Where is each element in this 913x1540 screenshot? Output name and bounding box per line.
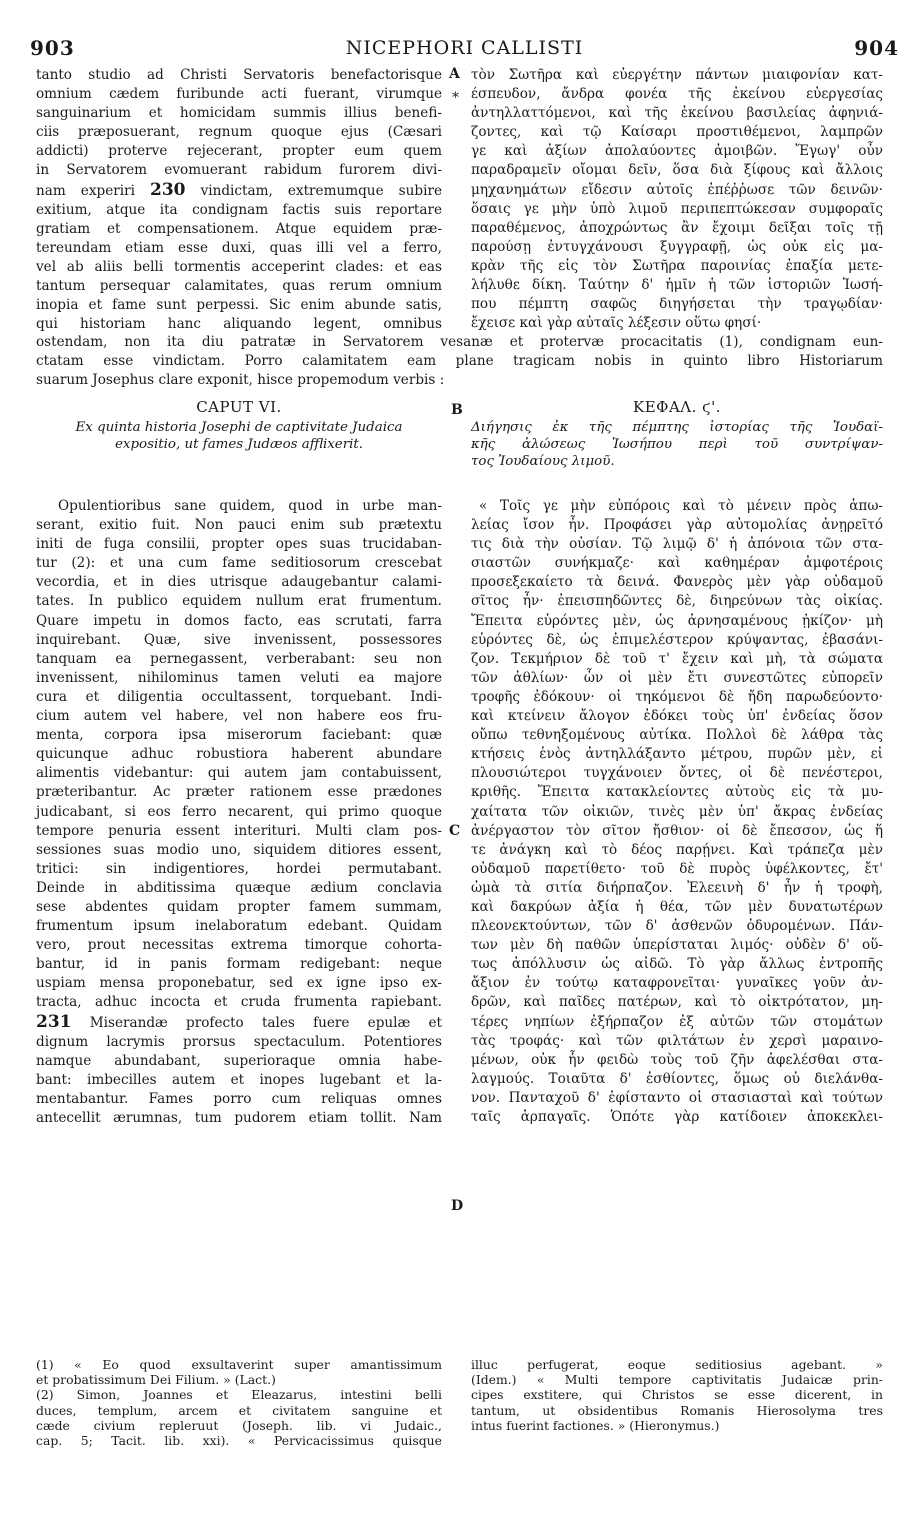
text-line: uspiam mensa proponebatur, sed ex igne ipso ex- — [36, 975, 442, 992]
text-line: tritici: sin indigentiores, hordei permutabant. — [36, 860, 442, 877]
text-line: ὠμὰ τὰ σιτία διήρπαζον. Ἐλεεινὴ δ' ἦν ἡ τροφὴ, — [471, 879, 883, 896]
section-number: 231 — [36, 1011, 72, 1032]
text-line: ἄξιον ἐν τούτῳ καταφρονεῖται· γυναῖκες γοῦν ἀν- — [471, 975, 883, 992]
text-line: qui historiam hanc aliquando legent, omnibus — [36, 316, 442, 333]
text-line: inquirebant. Quæ, sive invenissent, possessores — [36, 631, 442, 648]
text-line: έσπευδον, ἄνδρα φονέα τῆς ἐκείνου εὐεργεσίας — [471, 86, 883, 103]
text-line: ἀνέργαστον τὸν σῖτον ἤσθιον· οἱ δὲ ἔπεσσον, ὡς ἥ — [471, 822, 883, 839]
text-line: inopia et fame sunt perpessi. Sic enim abunde satis, — [36, 297, 442, 314]
footnotes-right — [471, 1357, 883, 1433]
text-line: sese abdentes quidam propter famem summam, — [36, 898, 442, 915]
text-fragment: vindictam, extremumque subire — [200, 182, 442, 199]
text-line: tanto studio ad Christi Servatoris benefactorisque — [36, 67, 442, 83]
text-line: suarum Josephus clare exponit, hisce propemodum verbis : — [36, 372, 445, 389]
text-line: πλεονεκτούντων, τῶν δ' ἀσθενῶν ὀδυρομένων. Πάν- — [471, 918, 883, 935]
text-line: σῖτος ἦν· ἐπεισπηδῶντες δὲ, διηρεύνων τὰς οἰκίας. — [471, 593, 883, 610]
text-line: τε ἀνάγκη καὶ τὸ δέος παρῄνει. Καὶ τράπεζα μὲν — [471, 841, 883, 858]
chapter-title: ΚΕΦΑΛ. ϛ'. — [633, 398, 721, 416]
text-line: antecellit ærumnas, tum pudorem etiam tollit. Nam — [36, 1110, 442, 1126]
asterisk-mark: * — [452, 90, 459, 106]
text-line: ὅσαις γε μὴν ὑπὸ λιμοῦ περιπεπτώκεσαν συμφοραῖς — [471, 200, 883, 217]
text-line: λείας ἴσον ἦν. Προφάσει γὰρ αὐτομολίας ἀνῃρεῖτό — [471, 517, 883, 534]
text-line — [36, 1013, 442, 1033]
text-line: δρῶν, καὶ παῖδες πατέρων, καὶ τὸ οἰκτρότατον, μη- — [471, 994, 883, 1011]
footnote-line: et probatissimum Dei Filium. » (Lact.) — [36, 1372, 276, 1388]
text-line: μένων, οὐκ ἦν φειδὼ τοὺς τοῦ ζῆν ἀφελέσθαι στα- — [471, 1051, 883, 1068]
text-line: exitium, atque ita condignam factis suis reportare — [36, 201, 442, 218]
text-line — [36, 181, 442, 201]
footnote-line: intus fuerint factiones. » (Hieronymus.) — [471, 1417, 720, 1433]
chapter-heading-latin — [36, 398, 442, 453]
chapter-subtitle: expositio, ut fames Judæos afflixerit. — [114, 437, 364, 453]
text-line: vel ab aliis belli tormentis acceperint clades: et eas — [36, 258, 442, 275]
footnote-line: cap. 5; Tacit. lib. xxi). « Pervicacissimus quisque — [36, 1433, 442, 1449]
text-line: πλουσιώτεροι τυγχάνοιεν ὄντες, οἱ δὲ πενέστεροι, — [471, 765, 883, 782]
page-number-left: 903 — [30, 36, 75, 60]
text-line: νον. Πανταχοῦ δ' ἐφίσταντο οἱ στασιασταὶ καὶ τούτων — [471, 1089, 883, 1106]
text-line: sessiones suas modio uno, siquidem ditiores essent, — [36, 841, 442, 858]
text-line: καὶ κτείνειν ἄλογον ἐδόκει τοὺς ὑπ' ἐνδείας ὅσον — [471, 708, 883, 725]
text-line: Ἔπειτα εὑρόντες μὲν, ὡς ἀρνησαμένους ᾐκίζον· μὴ — [471, 612, 883, 629]
text-line: ταῖς ἁρπαγαῖς. Ὁπότε γὰρ κατίδοιεν ἀποκεκλει- — [471, 1109, 883, 1125]
text-line: invenissent, nihilominus tamen veluti ea majore — [36, 669, 442, 686]
text-line: ἀντηλλαττόμενοι, καὶ τῆς ἐκείνου βασιλείας ἀφηνιά- — [471, 105, 883, 122]
section-number: 230 — [150, 179, 186, 200]
text-line: τως ἀπόλλυσιν ὡς αἰδῶ. Τὸ γὰρ ἄλλως ἐντροπῆς — [471, 956, 883, 973]
footnote-line: cipes exstitere, qui Christos se esse dicerent, in — [471, 1387, 883, 1403]
text-line: tracta, adhuc incocta et cruda frumenta rapiebant. — [36, 994, 442, 1011]
page-number-right: 904 — [854, 36, 899, 60]
body-left-column — [36, 497, 442, 1128]
text-line: judicabant, si eos ferro necarent, qui primo quoque — [36, 803, 442, 820]
body-right-column — [471, 497, 883, 1127]
text-line: initi de fuga consilii, propter opes suas trucidaban- — [36, 536, 442, 553]
text-line: tereundam etiam esse duxi, quas illi vel a ferro, — [36, 239, 442, 256]
text-line: tempore penuria essent interituri. Multi clam pos- — [36, 822, 442, 839]
text-line: καὶ δακρύων ἀξία ἡ θέα, τῶν μὲν δυνατωτέρων — [471, 898, 883, 915]
text-line: serant, exitio fuit. Non pauci enim sub prætextu — [36, 517, 442, 534]
text-line: vero, prout necessitas extrema timorque cohorta- — [36, 937, 442, 954]
text-line: παραθέμενος, ἀποχρώντως ἂν ἔχοιμι δεῖξαι τοῖς τῇ — [471, 219, 883, 236]
margin-letter-a: A — [449, 66, 460, 82]
text-line: μηχανημάτων εἴδεσιν αὐτοῖς ἐπέῤῥωσε τῶν δεινῶν· — [471, 181, 883, 198]
text-line: που πέμπτη σαφῶς διηγήσεται τὴν τραγῳδίαν· — [471, 296, 883, 313]
text-line: ζον. Τεκμήριον δὲ τοῦ τ' ἔχειν καὶ μὴ, τὰ σώματα — [471, 650, 883, 667]
text-line: frumentum ipsum inelaboratum edebant. Quidam — [36, 918, 442, 935]
text-line: præteribantur. Ac præter rationem esse prædones — [36, 784, 442, 801]
text-line: ciis præposuerant, regnum quoque ejus (Cæsari — [36, 124, 442, 141]
text-line: cura et diligentia occultassent, torquebant. Indi- — [36, 688, 442, 705]
text-line: τροφῆς ἐδόκουν· οἱ τηκόμενοι δὲ ἤδη παρωδεύοντο· — [471, 688, 883, 705]
text-line: bantur, id in panis formam redigebant: neque — [36, 956, 442, 973]
text-line: χαίτατα τῶν οἰκιῶν, τινὲς μὲν ὑπ' ἄκρας ἐνδείας — [471, 803, 883, 820]
footnote-line: cæde civium repleruut (Joseph. lib. vi Judaic., — [36, 1417, 442, 1433]
text-line: Quare impetu in domos facto, eas scrutati, farra — [36, 612, 442, 629]
text-line: λήλυθε δίκη. Ταύτην δ' ἡμῖν ἡ τῶν ἱστοριῶν Ἰωσή- — [471, 277, 883, 294]
text-line: κριθῆς. Ἔπειτα κατακλείοντες αὑτοὺς εἰς τὰ μυ- — [471, 784, 883, 801]
text-line: namque abundabant, superioraque omnia habe- — [36, 1052, 442, 1069]
text-line: Opulentioribus sane quidem, quod in urbe man- — [58, 498, 442, 514]
text-line: alimentis videbantur: qui autem jam contabuissent, — [36, 765, 442, 782]
text-line: tantum persequar calamitates, quas rerum omnium — [36, 278, 442, 295]
chapter-subtitle: Διήγησις ἐκ τῆς πέμπτης ἱστορίας τῆς Ἰουδαϊ- — [471, 420, 883, 436]
text-line: παραδραμεῖν οἴομαι δεῖν, ὅσα διὰ ξίφους καὶ ἄλλοις — [471, 162, 883, 179]
text-line: menta, corpora ipsa miserorum faciebant: quæ — [36, 727, 442, 744]
margin-letter-d: D — [451, 1198, 464, 1214]
text-line: ζοντες, καὶ τῷ Καίσαρι προστιθέμενοι, λαμπρῶν — [471, 124, 883, 141]
text-line: ἔχεισε καὶ γὰρ αὐταῖς λέξεσιν οὕτω φησί· — [471, 315, 762, 332]
footnote-line: (1) « Eo quod exsultaverint super amantissimum — [36, 1357, 442, 1372]
text-line: σιαστῶν συνήκμαζε· καὶ καθημέραν ἀμφοτέροις — [471, 555, 883, 572]
chapter-subtitle: κῆς ἁλώσεως Ἰωσήπου περὶ τοῦ συντρίψαν- — [471, 437, 883, 453]
footnote-line: illuc perfugerat, eoque seditiosius agebant. » — [471, 1357, 883, 1372]
footnotes-left — [36, 1357, 442, 1448]
text-line: παρούσῃ ἐντυγχάνουσι ξυγγραφῇ, ὡς οὐκ εἰς μα- — [471, 238, 883, 255]
text-line: bant: imbecilles autem et inopes lugebant et la- — [36, 1071, 442, 1088]
text-line: « Τοῖς γε μὴν εὐπόροις καὶ τὸ μένειν πρὸς ἀπω- — [479, 498, 883, 514]
chapter-heading-greek — [471, 398, 883, 470]
footnote-line: duces, templum, arcem et civitatem sanguine et — [36, 1402, 442, 1418]
text-line: tates. In publico equidem nullum erat frumentum. — [36, 593, 442, 610]
text-line: προσεξεκαίετο τὰ δεινά. Φανερὸς μὲν γὰρ οὐδαμοῦ — [471, 574, 883, 591]
footnote-line: tantum, ut obsidentibus Romanis Hierosolyma tres — [471, 1402, 883, 1418]
top-right-column — [471, 66, 883, 333]
running-title: NICEPHORI CALLISTI — [345, 37, 584, 59]
text-line: cium autem vel habere, vel non habere eos fru- — [36, 708, 442, 725]
text-line: τις διὰ τὴν οὐσίαν. Τῷ λιμῷ δ' ἡ ἀπόνοια τῶν στα- — [471, 536, 883, 553]
text-line: τέρες νηπίων ἐξήρπαζον ἐξ αὐτῶν τῶν στομάτων — [471, 1013, 883, 1030]
text-line: των μὲν δὴ παθῶν ὑπερίσταται λιμός· οὐδὲν δ' οὕ- — [471, 937, 883, 954]
text-line: addicti) proterve rejecerant, propter eum quem — [36, 143, 442, 160]
text-line: in Servatorem evomuerant rabidum furorem divi- — [36, 162, 442, 179]
text-line: sanguinarium et homicidam summis illius benefi- — [36, 105, 442, 122]
text-fragment: Miserandæ profecto tales fuere epulæ et — [89, 1014, 442, 1031]
chapter-title: CAPUT VI. — [196, 398, 282, 416]
top-left-column — [36, 66, 442, 334]
running-header — [30, 34, 899, 62]
chapter-subtitle: τος Ἰουδαίους λιμοῦ. — [471, 454, 615, 470]
text-fragment: nam experiri — [36, 182, 135, 199]
footnote-line: (2) Simon, Joannes et Eleazarus, intestini belli — [36, 1387, 442, 1403]
text-line: τῶν ἀθλίων· ὧν οἱ μὲν ἔτι συνεστῶτες εὐπορεῖν — [471, 669, 883, 686]
text-line: κτήσεις ἑνὸς ἀντηλλάξαντο μέτρου, πυρῶν μὲν, εἰ — [471, 746, 883, 763]
text-line: Deinde in abditissima quæque ædium conclavia — [36, 879, 442, 896]
text-line: tanquam ea pernegassent, verberabant: seu non — [36, 650, 442, 667]
text-line: οὔπω τεθνηξομένους αὐτίκα. Πολλοὶ δὲ λάθρα τὰς — [471, 727, 883, 744]
text-line: τὸν Σωτῆρα καὶ εὐεργέτην πάντων μιαιφονίαν κατ- — [471, 67, 883, 83]
text-line: κρὰν τῆς εἰς τὸν Σωτῆρα παροινίας ἐπαξία μετε- — [471, 257, 883, 274]
text-line: τὰς τροφάς· καὶ τῶν φιλτάτων ἐν χερσὶ μαραινο- — [471, 1032, 883, 1049]
text-line: tur (2): et una cum fame seditiosorum crescebat — [36, 555, 442, 572]
full-width-text — [36, 333, 883, 390]
text-line: εὑρόντες δὲ, ὡς ἐπιμελέστερον κρύψαντας, ἐβασάνι- — [471, 631, 883, 648]
margin-letter-b: B — [451, 402, 463, 418]
text-line: omnium cædem furibunde acti fuerant, virumque — [36, 86, 442, 103]
text-line: ctatam esse vindictam. Porro calamitatem eam plane tragicam nobis in quinto libro Historiarum — [36, 353, 883, 370]
text-line: ostendam, non ita diu patratæ in Servatorem vesanæ et protervæ procacitatis (1), condignam eun- — [36, 334, 883, 350]
text-line: λαγμούς. Τοιαῦτα δ' ἐσθίοντες, ὅμως οὐ διελάνθα- — [471, 1070, 883, 1087]
text-line: γε καὶ ἀξίων ἀπολαύοντες ἀμοιβῶν. Ἔγωγ' οὖν — [471, 143, 883, 160]
text-line: οὐδαμοῦ παρετίθετο· τοῦ δὲ πυρὸς ὑφέλκοντες, ἔτ' — [471, 860, 883, 877]
text-line: vecordia, et in dies utrisque adaugebantur calami- — [36, 574, 442, 591]
text-line: dignum lacrymis prorsus spectaculum. Potentiores — [36, 1033, 442, 1050]
text-line: quicunque adhuc robustiora haberent abundare — [36, 746, 442, 763]
chapter-subtitle: Ex quinta historia Josephi de captivitate Judaica — [75, 420, 403, 436]
margin-letter-c: C — [449, 823, 461, 839]
text-line: mentabantur. Fames porro cum reliquas omnes — [36, 1090, 442, 1107]
footnote-line: (Idem.) « Multi tempore captivitatis Judaicæ prin- — [471, 1372, 883, 1388]
text-line: gratiam et compensationem. Atque equidem præ- — [36, 220, 442, 237]
